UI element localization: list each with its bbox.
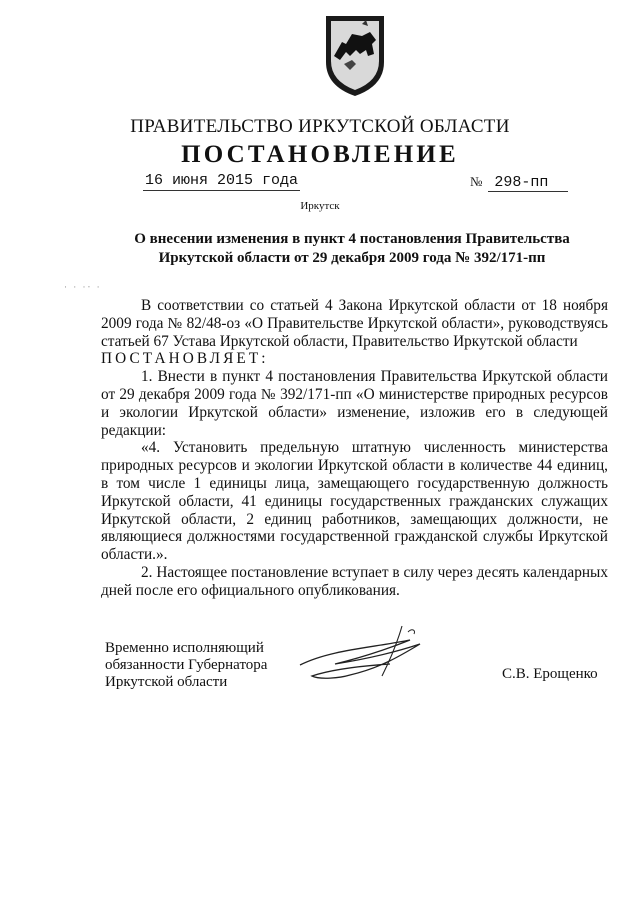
quoted-amendment-paragraph: «4. Установить предельную штатную численность министерства природных ресурсов и экологии Иркутской области в количестве 44 единиц, в том числе 1 единицы лица, замещающего государственную должность Иркутской области, 41 единицы государственных гражданских служащих Иркутской области, 2 единиц работников, замещающих должности, не являющиеся должностями государственной гражданской службы Иркутской области.». — [101, 439, 608, 564]
resolves-heading: ПОСТАНОВЛЯЕТ: — [101, 350, 269, 368]
document-type-title: ПОСТАНОВЛЕНИЕ — [181, 141, 459, 168]
subject-line-2: Иркутской области от 29 декабря 2009 года № 392/171-пп — [158, 250, 546, 266]
signatory-name: С.В. Ерощенко — [502, 666, 598, 682]
subject-line-1: О внесении изменения в пункт 4 постановления Правительства — [134, 231, 570, 247]
item-1-paragraph: 1. Внести в пункт 4 постановления Правительства Иркутской области от 29 декабря 2009 года № 392/171-пп «О министерстве природных ресурсов и экологии Иркутской области» изменение, изложив его в следующей редакции: — [101, 368, 608, 439]
document-number: 298-пп — [488, 174, 568, 192]
handwritten-signature — [290, 620, 440, 690]
coat-of-arms-emblem — [322, 14, 388, 98]
scan-specks-decoration: · · ·‧ · — [64, 282, 102, 292]
preamble-paragraph: В соответствии со статьей 4 Закона Иркутской области от 18 ноября 2009 года № 82/48-оз «О Правительстве Иркутской области», руководствуясь статьей 67 Устава Иркутской области, Правительство Иркутской области — [101, 297, 608, 350]
signatory-position-line-1: Временно исполняющий — [105, 640, 264, 656]
government-title: ПРАВИТЕЛЬСТВО ИРКУТСКОЙ ОБЛАСТИ — [130, 116, 510, 137]
document-date: 16 июня 2015 года — [145, 172, 299, 189]
signatory-position-line-2: обязанности Губернатора — [105, 657, 268, 673]
document-body — [101, 297, 608, 600]
signatory-position — [105, 640, 267, 691]
item-2-paragraph: 2. Настоящее постановление вступает в силу через десять календарных дней после его официального опубликования. — [101, 563, 608, 599]
signatory-position-line-3: Иркутской области — [105, 674, 228, 690]
number-sign: № — [470, 174, 483, 189]
document-number-block — [470, 174, 568, 192]
document-city: Иркутск — [300, 200, 340, 212]
document-subject — [100, 230, 604, 268]
